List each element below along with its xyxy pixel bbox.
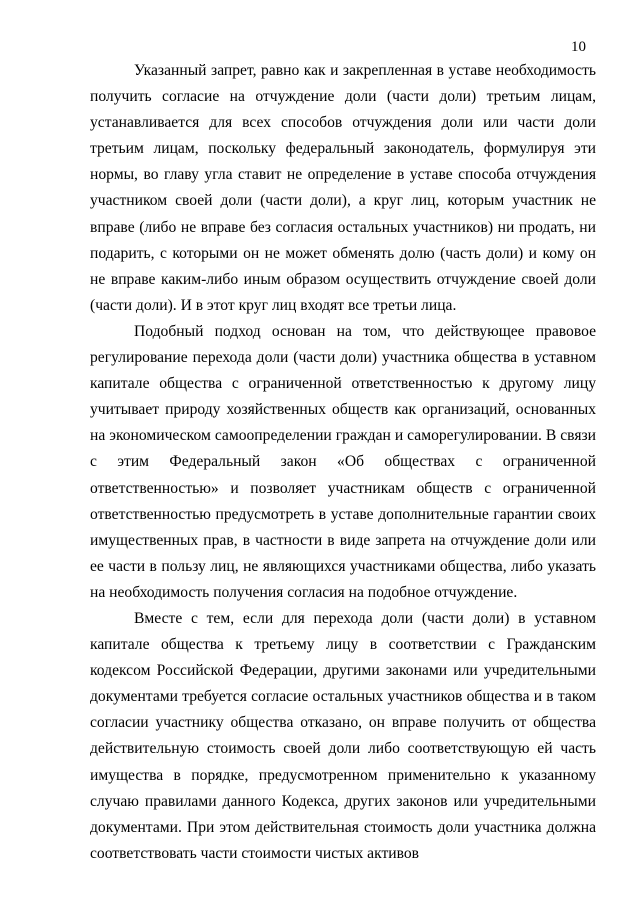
paragraph-3: Вместе с тем, если для перехода доли (части доли) в уставном капитале общества к третьему лицу в соответствии с Гражданским кодексом Российской Федерации, другими законами или учредительными документами требуется согласие остальных участников общества и в таком согласии участнику общества отказано, он вправе получить от общества действительную стоимость своей доли либо соответствующую ей часть имущества в порядке, предусмотренном применительно к указанному случаю правилами данного Кодекса, других законов или учредительными документами. При этом действительная стоимость доли участника должна соответствовать части стоимости чистых активов [90, 609, 596, 862]
paragraph-2: Подобный подход основан на том, что действующее правовое регулирование перехода доли (части доли) участника общества в уставном капитале общества с ограниченной ответственностью к другому лицу учитывает природу хозяйственных обществ как организаций, основанных на экономическом самоопределении граждан и саморегулировании. В связи с этим Федеральный закон «Об обществах с ограниченной ответственностью» и позволяет участникам обществ с ограниченной ответственностью предусмотреть в уставе дополнительные гарантии своих имущественных прав, в частности в виде запрета на отчуждение доли или ее части в пользу лиц, не являющихся участниками общества, либо указать на необходимость получения согласия на подобное отчуждение. [90, 322, 596, 601]
page-number: 10 [571, 39, 586, 55]
document-body [90, 58, 596, 867]
paragraph-1: Указанный запрет, равно как и закрепленная в уставе необходимость получить согласие на отчуждение доли (части доли) третьим лицам, устанавливается для всех способов отчуждения доли или части доли третьим лицам, поскольку федеральный законодатель, формулируя эти нормы, во главу угла ставит не определение в уставе способа отчуждения участником своей доли (части доли), а круг лиц, которым участник не вправе (либо не вправе без согласия остальных участников) ни продать, ни подарить, с которыми он не может обменять долю (часть доли) и кому он не вправе каким-либо иным образом осуществить отчуждение своей доли (части доли). И в этот круг лиц входят все третьи лица. [90, 62, 596, 314]
